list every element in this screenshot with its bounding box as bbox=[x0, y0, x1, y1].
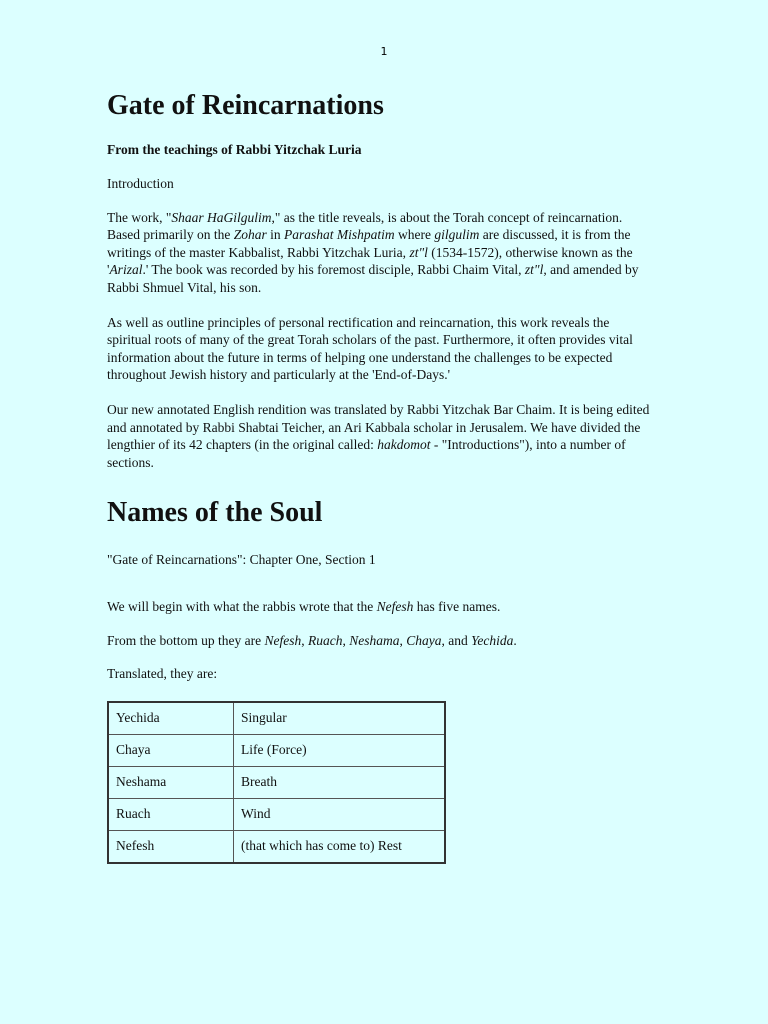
table-row bbox=[108, 830, 445, 863]
table-cell-name: Chaya bbox=[108, 734, 234, 766]
table-cell-name: Ruach bbox=[108, 798, 234, 830]
table-cell-meaning: (that which has come to) Rest bbox=[234, 830, 446, 863]
paragraph-names: From the bottom up they are Nefesh, Ruach, Neshama, Chaya, and Yechida. bbox=[107, 632, 517, 648]
intro-label: Introduction bbox=[107, 176, 174, 191]
paragraph-translation: Our new annotated English rendition was translated by Rabbi Yitzchak Bar Chaim. It is being edited and annotated by Rabbi Shabtai Teicher, an Ari Kabbala scholar in Jerusalem. We have divided the lengthier of its 42 chapters (in the original called: hakdomot - "Introductions"), into a number of sections. bbox=[107, 401, 650, 470]
page-number: 1 bbox=[380, 45, 388, 58]
section-title: Names of the Soul bbox=[107, 497, 323, 529]
soul-names-table bbox=[107, 701, 446, 864]
table-row bbox=[108, 766, 445, 798]
table-row bbox=[108, 734, 445, 766]
document-body bbox=[107, 88, 652, 864]
table-cell-name: Nefesh bbox=[108, 830, 234, 863]
table-row bbox=[108, 798, 445, 830]
translated-label: Translated, they are: bbox=[107, 666, 218, 682]
table-cell-meaning: Life (Force) bbox=[234, 734, 446, 766]
chapter-reference: "Gate of Reincarnations": Chapter One, Section 1 bbox=[107, 552, 376, 568]
paragraph-begin: We will begin with what the rabbis wrote that the Nefesh has five names. bbox=[107, 598, 501, 614]
table-row bbox=[108, 702, 445, 735]
paragraph-work: The work, "Shaar HaGilgulim," as the title reveals, is about the Torah concept of reincarnation. Based primarily on the Zohar in Parashat Mishpatim where gilgulim are discussed, it is from the writings of the master Kabbalist, Rabbi Yitzchak Luria, zt"l (1534-1572), otherwise known as the 'Arizal.' The book was recorded by his foremost disciple, Rabbi Chaim Vital, zt"l, and amended by Rabbi Shmuel Vital, his son. bbox=[107, 209, 639, 295]
table-cell-name: Yechida bbox=[108, 702, 234, 735]
table-cell-name: Neshama bbox=[108, 766, 234, 798]
paragraph-principles: As well as outline principles of personal rectification and reincarnation, this work reveals the spiritual roots of many of the great Torah scholars of the past. Furthermore, it often provides vital information about the future in terms of helping one understand the challenges to be expected throughout Jewish history and particularly at the 'End-of-Days.' bbox=[107, 314, 633, 383]
page-title: Gate of Reincarnations bbox=[107, 90, 384, 121]
table-cell-meaning: Wind bbox=[234, 798, 446, 830]
table-cell-meaning: Breath bbox=[234, 766, 446, 798]
subtitle: From the teachings of Rabbi Yitzchak Luria bbox=[107, 142, 362, 157]
table-cell-meaning: Singular bbox=[234, 702, 446, 735]
